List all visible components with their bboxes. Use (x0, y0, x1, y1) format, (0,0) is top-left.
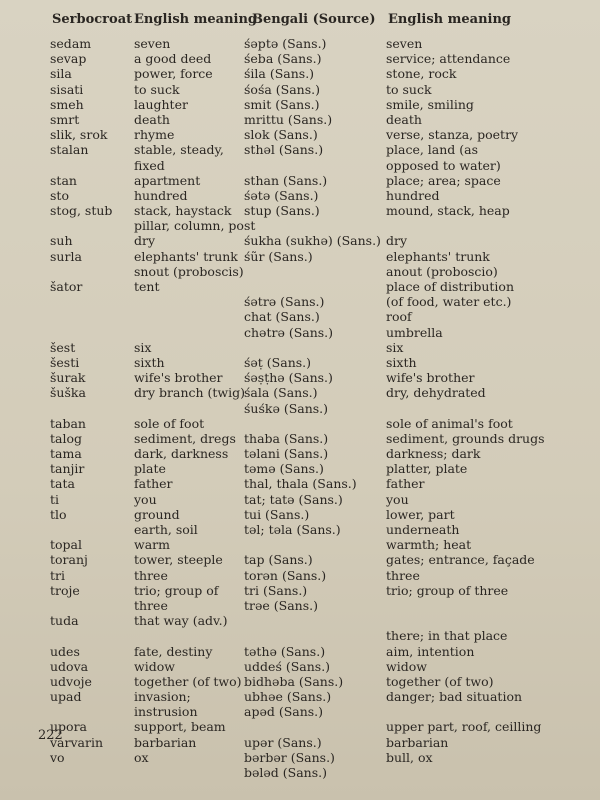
col2-entry: sixth (134, 354, 165, 370)
col1-entry: tuda (50, 613, 79, 629)
col4-entry: bull, ox (386, 749, 433, 765)
col1-entry (50, 294, 112, 309)
col3-entry: śeba (Sans.) (244, 51, 322, 67)
col1-entry: udvoje (50, 673, 92, 689)
col1-entry: tri (50, 567, 65, 583)
col1-entry: stan (50, 172, 77, 188)
col4-entry: smile, smiling (386, 96, 474, 112)
col3-entry: tri (Sans.) (244, 582, 308, 598)
col1-entry (50, 628, 112, 643)
col1-entry: ti (50, 491, 60, 507)
col4-entry: danger; bad situation (386, 689, 523, 705)
col4-entry: dry (386, 233, 408, 249)
col2-entry: invasion; (134, 689, 191, 705)
col3-entry (244, 158, 381, 173)
col2-entry: tower, steeple (134, 552, 223, 568)
col2-entry: instrusion (134, 704, 198, 720)
col3-entry (244, 628, 381, 643)
col3-entry: śuśkə (Sans.) (244, 400, 329, 416)
col1-entry: talog (50, 430, 83, 446)
col4-entry: roof (386, 309, 412, 325)
col2-entry: pillar, column, post (134, 218, 256, 234)
col1-entry: tama (50, 446, 82, 462)
col4-entry: widow (386, 658, 427, 674)
col3-entry: śətə (Sans.) (244, 187, 319, 203)
col2-entry: stable, steady, (134, 142, 224, 158)
col4-entry: elephants' trunk (386, 248, 490, 264)
col4-entry (386, 598, 545, 613)
col2-entry: fixed (134, 157, 165, 173)
col2-entry: barbarian (134, 734, 197, 750)
col3-entry: tap (Sans.) (244, 552, 313, 568)
col2-entry: elephants' trunk (134, 248, 238, 264)
col3-entry: təmə (Sans.) (244, 461, 324, 477)
col4-entry: to suck (386, 81, 432, 97)
col2-entry: that way (adv.) (134, 613, 228, 629)
col1-entry: udova (50, 658, 89, 674)
col4-entry: stone, rock (386, 66, 457, 82)
col4-entry: there; in that place (386, 628, 508, 644)
col3-entry: mrittu (Sans.) (244, 111, 333, 127)
col3-entry (244, 340, 381, 355)
header-english-meaning-2: English meaning (388, 12, 512, 27)
col3-entry: torən (Sans.) (244, 567, 327, 583)
col2-entry (134, 325, 255, 340)
col3-entry: śala (Sans.) (244, 385, 318, 401)
col3-entry: śośa (Sans.) (244, 81, 320, 97)
serbocroat-column (50, 36, 112, 765)
col1-entry: troje (50, 582, 80, 598)
col3-entry: stup (Sans.) (244, 203, 320, 219)
col1-entry: tanjir (50, 461, 85, 477)
col2-entry: a good deed (134, 51, 212, 67)
col3-entry: śəṭ (Sans.) (244, 354, 312, 370)
col1-entry: sila (50, 66, 72, 82)
col3-entry: trəe (Sans.) (244, 597, 318, 613)
col1-entry (50, 401, 112, 416)
col3-entry: təl; təla (Sans.) (244, 522, 341, 537)
col2-entry: three (134, 597, 168, 613)
col4-entry: lower, part (386, 506, 455, 522)
col3-entry (244, 279, 381, 294)
col1-entry: šuška (50, 385, 86, 401)
col2-entry: apartment (134, 172, 201, 188)
col1-entry: stog, stub (50, 203, 113, 219)
col1-entry: upad (50, 689, 82, 705)
col2-entry (134, 309, 255, 324)
col4-entry: gates; entrance, façade (386, 552, 535, 568)
col3-entry: sthan (Sans.) (244, 172, 328, 188)
col2-entry: three (134, 567, 168, 583)
col4-entry: sole of animal's foot (386, 415, 513, 431)
col4-entry (386, 613, 545, 628)
col3-entry: smit (Sans.) (244, 96, 320, 112)
col2-entry: warm (134, 537, 170, 553)
col4-entry: together (of two) (386, 673, 494, 689)
col4-entry: service; attendance (386, 51, 511, 67)
col1-entry: slik, srok (50, 127, 108, 143)
col1-entry (50, 325, 112, 340)
col2-entry: dry branch (twig) (134, 385, 245, 401)
col3-entry: apəd (Sans.) (244, 704, 324, 720)
col3-entry: slok (Sans.) (244, 127, 318, 143)
col2-entry: hundred (134, 187, 188, 203)
col4-entry: dry, dehydrated (386, 385, 486, 401)
col3-entry: sthəl (Sans.) (244, 142, 324, 158)
col4-entry: sixth (386, 354, 417, 370)
col4-entry: wife's brother (386, 370, 475, 386)
col1-entry: sisati (50, 81, 84, 97)
col4-entry (386, 401, 545, 416)
col2-entry: support, beam (134, 719, 226, 735)
col2-entry: dry (134, 233, 156, 249)
col4-entry: trio; group of three (386, 582, 509, 598)
col3-entry: śukha (sukhə) (Sans.) (244, 233, 381, 249)
header-serbocroat: Serbocroat (52, 12, 133, 27)
col2-entry: snout (proboscis) (134, 263, 244, 279)
col3-entry: śũr (Sans.) (244, 248, 313, 264)
col2-entry (134, 628, 255, 643)
english-meaning-column-1 (134, 36, 255, 765)
col1-entry (50, 264, 112, 279)
col3-entry: tat; tatə (Sans.) (244, 491, 343, 507)
col1-entry: smeh (50, 96, 84, 112)
col2-entry: fate, destiny (134, 643, 213, 659)
col3-entry (244, 613, 381, 628)
col3-entry: ubhəe (Sans.) (244, 689, 332, 705)
col1-entry (50, 522, 112, 537)
col1-entry: upora (50, 719, 88, 735)
col3-entry (244, 416, 381, 431)
header-bengali-source: Bengali (Source) (252, 12, 376, 27)
col2-entry: ox (134, 749, 149, 765)
col4-entry: underneath (386, 522, 460, 537)
col4-entry: three (386, 567, 420, 583)
col4-entry: father (386, 476, 425, 492)
col4-entry: platter, plate (386, 461, 468, 477)
col1-entry: vo (50, 749, 65, 765)
col2-entry: sediment, dregs (134, 430, 236, 446)
col2-entry: together (of two) (134, 673, 242, 689)
col1-entry (50, 598, 112, 613)
col1-entry (50, 704, 112, 719)
col4-entry: verse, stanza, poetry (386, 127, 519, 143)
col2-entry: wife's brother (134, 370, 223, 386)
col3-entry: bələd (Sans.) (244, 765, 327, 780)
col3-entry (244, 218, 381, 233)
page-number: 222 (38, 728, 63, 743)
english-meaning-column-2 (386, 36, 545, 765)
col4-entry: death (386, 111, 422, 127)
col2-entry: laughter (134, 96, 188, 112)
col2-entry: power, force (134, 66, 213, 82)
col1-entry (50, 158, 112, 173)
col4-entry: warmth; heat (386, 537, 472, 553)
col3-entry: thaba (Sans.) (244, 430, 329, 446)
col4-entry: sediment, grounds drugs (386, 430, 545, 446)
col2-entry: sole of foot (134, 415, 205, 431)
col3-entry: thal, thala (Sans.) (244, 476, 357, 492)
col4-entry: place of distribution (386, 279, 515, 294)
col2-entry: father (134, 476, 173, 492)
col1-entry: tata (50, 476, 75, 492)
col1-entry (50, 309, 112, 324)
col1-entry: šesti (50, 354, 80, 370)
col1-entry: taban (50, 415, 86, 431)
col3-entry: uddeś (Sans.) (244, 658, 331, 674)
col4-entry: hundred (386, 187, 440, 203)
col3-entry: śəṣṭhə (Sans.) (244, 370, 333, 386)
col1-entry: suh (50, 233, 73, 249)
col1-entry: topal (50, 537, 83, 553)
col1-entry (50, 218, 112, 233)
col2-entry: ground (134, 506, 180, 522)
col4-entry: upper part, roof, ceilling (386, 719, 542, 735)
col1-entry: surla (50, 248, 82, 264)
col3-entry: śəptə (Sans.) (244, 36, 327, 51)
col3-entry: bidhəba (Sans.) (244, 673, 344, 689)
col1-entry: tlo (50, 506, 67, 522)
col2-entry (134, 294, 255, 309)
col2-entry: rhyme (134, 127, 175, 143)
col2-entry: plate (134, 461, 166, 477)
col3-entry: təthə (Sans.) (244, 643, 326, 659)
col1-entry: varvarin (50, 734, 104, 750)
col3-entry: upər (Sans.) (244, 734, 322, 750)
col2-entry: six (134, 339, 152, 355)
col1-entry: smrt (50, 111, 80, 127)
col4-entry (386, 218, 545, 233)
col4-entry: place; area; space (386, 172, 501, 188)
col2-entry: tent (134, 279, 160, 294)
col2-entry: death (134, 111, 170, 127)
col3-entry: bərbər (Sans.) (244, 749, 335, 765)
col4-entry: you (386, 491, 409, 507)
col1-entry: sevap (50, 51, 87, 67)
col2-entry: seven (134, 36, 171, 51)
col2-entry: you (134, 491, 157, 507)
col2-entry: trio; group of (134, 582, 219, 598)
col4-entry: place, land (as (386, 142, 479, 158)
col3-entry: śila (Sans.) (244, 66, 315, 82)
col4-entry: six (386, 339, 404, 355)
col4-entry: (of food, water etc.) (386, 294, 512, 310)
col4-entry: mound, stack, heap (386, 203, 510, 219)
col1-entry: šator (50, 279, 83, 294)
col2-entry: earth, soil (134, 522, 198, 537)
col1-entry: šest (50, 339, 76, 355)
col2-entry (134, 401, 255, 416)
col4-entry: anout (proboscio) (386, 263, 498, 279)
col4-entry (386, 704, 545, 719)
col3-entry: śətrə (Sans.) (244, 294, 325, 310)
col4-entry: seven (386, 36, 423, 51)
col4-entry: umbrella (386, 324, 443, 340)
header-english-meaning-1: English meaning (134, 12, 258, 27)
col3-entry: chat (Sans.) (244, 309, 320, 325)
col1-entry: stalan (50, 142, 89, 158)
col3-entry: təlani (Sans.) (244, 446, 329, 462)
col4-entry: opposed to water) (386, 157, 501, 173)
col1-entry: toranj (50, 552, 88, 568)
col3-entry (244, 264, 381, 279)
col3-entry (244, 537, 381, 552)
col2-entry: to suck (134, 81, 180, 97)
col4-entry: aim, intention (386, 643, 475, 659)
col2-entry: widow (134, 658, 175, 674)
col1-entry: šurak (50, 370, 86, 386)
bengali-source-column (244, 36, 381, 780)
col2-entry: stack, haystack (134, 203, 232, 219)
col3-entry: chətrə (Sans.) (244, 324, 334, 340)
col4-entry: barbarian (386, 734, 449, 750)
col1-entry: udes (50, 643, 80, 659)
col3-entry (244, 719, 381, 734)
col3-entry: tui (Sans.) (244, 506, 310, 522)
col1-entry: sedam (50, 36, 92, 51)
col4-entry: darkness; dark (386, 446, 481, 462)
col1-entry: sto (50, 187, 69, 203)
col2-entry: dark, darkness (134, 446, 229, 462)
